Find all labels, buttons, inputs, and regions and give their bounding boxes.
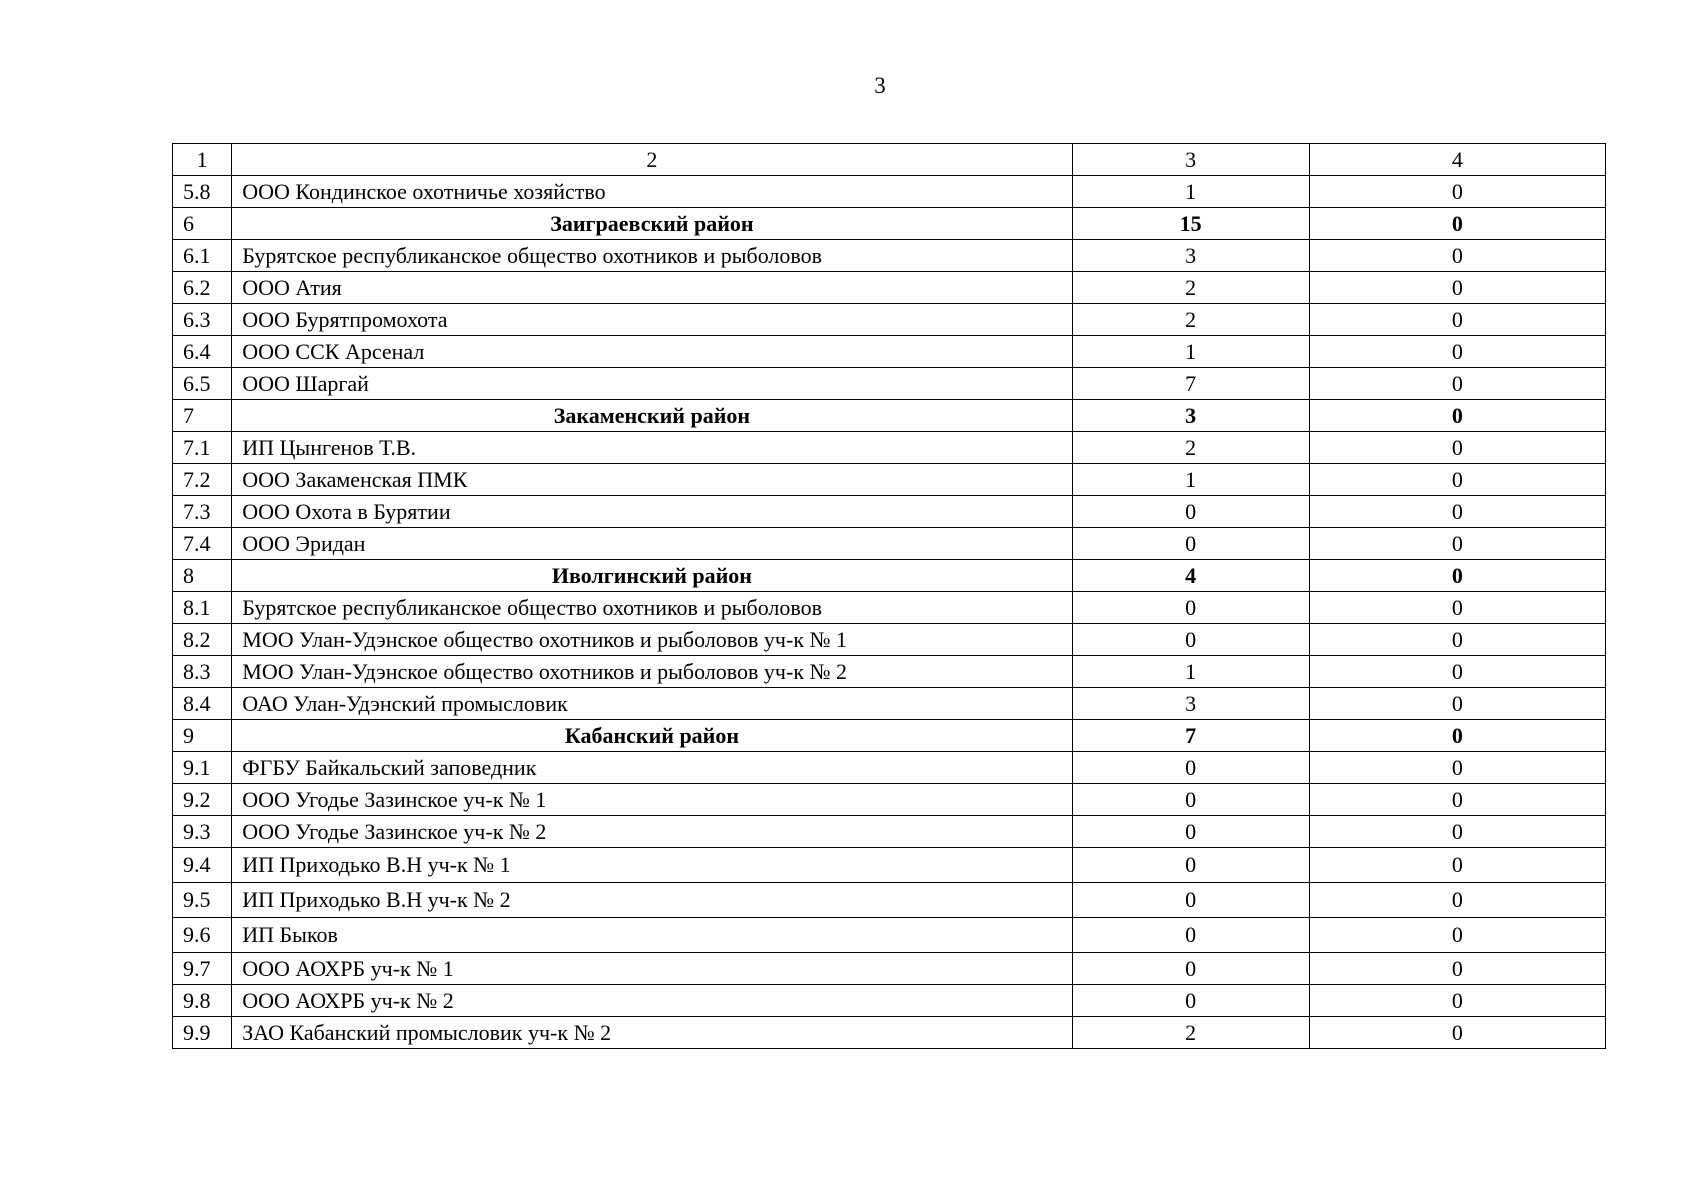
table-row	[173, 624, 1606, 656]
value-col4-cell: 0	[1309, 272, 1605, 304]
organization-name-cell: ИП Быков	[232, 918, 1072, 953]
value-col4-cell: 0	[1309, 816, 1605, 848]
value-col3-cell: 2	[1072, 432, 1309, 464]
organization-name-cell: Бурятское республиканское общество охотников и рыболовов	[232, 240, 1072, 272]
value-col4-cell: 0	[1309, 656, 1605, 688]
row-number-cell: 6.5	[173, 368, 232, 400]
organization-name-cell: МОО Улан-Удэнское общество охотников и рыболовов уч-к № 2	[232, 656, 1072, 688]
table-row	[173, 752, 1606, 784]
value-col4-cell: 0	[1309, 985, 1605, 1017]
value-col4-cell: 0	[1309, 432, 1605, 464]
row-number-cell: 9.1	[173, 752, 232, 784]
row-number-cell: 5.8	[173, 176, 232, 208]
row-number-cell: 8.4	[173, 688, 232, 720]
table-row	[173, 496, 1606, 528]
row-number-cell: 8.1	[173, 592, 232, 624]
row-number-cell: 9.7	[173, 953, 232, 985]
district-name-cell: Закаменский район	[232, 400, 1072, 432]
value-col4-cell: 0	[1309, 688, 1605, 720]
table-row	[173, 848, 1606, 883]
value-col3-cell: 3	[1072, 688, 1309, 720]
table-row	[173, 304, 1606, 336]
organization-name-cell: ООО Атия	[232, 272, 1072, 304]
header-cell-2: 2	[232, 144, 1072, 176]
organization-name-cell: ИП Цынгенов Т.В.	[232, 432, 1072, 464]
row-number-cell: 9.6	[173, 918, 232, 953]
organization-name-cell: ИП Приходько В.Н уч-к № 2	[232, 883, 1072, 918]
row-number-cell: 8	[173, 560, 232, 592]
value-col3-cell: 15	[1072, 208, 1309, 240]
organization-name-cell: ФГБУ Байкальский заповедник	[232, 752, 1072, 784]
value-col3-cell: 2	[1072, 1017, 1309, 1049]
value-col4-cell: 0	[1309, 368, 1605, 400]
table-row	[173, 688, 1606, 720]
district-name-cell: Заиграевский район	[232, 208, 1072, 240]
row-number-cell: 9.2	[173, 784, 232, 816]
organization-name-cell: МОО Улан-Удэнское общество охотников и рыболовов уч-к № 1	[232, 624, 1072, 656]
row-number-cell: 7.3	[173, 496, 232, 528]
header-cell-1: 1	[173, 144, 232, 176]
organization-name-cell: ООО АОХРБ уч-к № 1	[232, 953, 1072, 985]
data-table	[172, 143, 1606, 1049]
district-row	[173, 400, 1606, 432]
table-row	[173, 784, 1606, 816]
value-col3-cell: 1	[1072, 336, 1309, 368]
organization-name-cell: ООО Угодье Зазинское уч-к № 2	[232, 816, 1072, 848]
row-number-cell: 6.3	[173, 304, 232, 336]
value-col3-cell: 0	[1072, 848, 1309, 883]
table-row	[173, 272, 1606, 304]
row-number-cell: 6	[173, 208, 232, 240]
organization-name-cell: ООО Бурятпромохота	[232, 304, 1072, 336]
page-number: 3	[874, 73, 886, 98]
value-col3-cell: 3	[1072, 240, 1309, 272]
value-col4-cell: 0	[1309, 336, 1605, 368]
organization-name-cell: ИП Приходько В.Н уч-к № 1	[232, 848, 1072, 883]
value-col3-cell: 1	[1072, 176, 1309, 208]
table-row	[173, 918, 1606, 953]
value-col4-cell: 0	[1309, 848, 1605, 883]
organization-name-cell: ООО Охота в Бурятии	[232, 496, 1072, 528]
value-col3-cell: 0	[1072, 752, 1309, 784]
district-row	[173, 560, 1606, 592]
table-row	[173, 336, 1606, 368]
table-row	[173, 656, 1606, 688]
value-col3-cell: 2	[1072, 272, 1309, 304]
table-body	[173, 144, 1606, 1049]
value-col4-cell: 0	[1309, 240, 1605, 272]
value-col3-cell: 1	[1072, 464, 1309, 496]
organization-name-cell: ООО ССК Арсенал	[232, 336, 1072, 368]
district-name-cell: Иволгинский район	[232, 560, 1072, 592]
district-name-cell: Кабанский район	[232, 720, 1072, 752]
row-number-cell: 8.2	[173, 624, 232, 656]
organization-name-cell: ООО Угодье Зазинское уч-к № 1	[232, 784, 1072, 816]
value-col3-cell: 3	[1072, 400, 1309, 432]
row-number-cell: 9.3	[173, 816, 232, 848]
row-number-cell: 7.1	[173, 432, 232, 464]
value-col3-cell: 0	[1072, 883, 1309, 918]
header-cell-3: 3	[1072, 144, 1309, 176]
table-row	[173, 985, 1606, 1017]
value-col4-cell: 0	[1309, 528, 1605, 560]
row-number-cell: 7.4	[173, 528, 232, 560]
organization-name-cell: ЗАО Кабанский промысловик уч-к № 2	[232, 1017, 1072, 1049]
table-row	[173, 1017, 1606, 1049]
organization-name-cell: Бурятское республиканское общество охотников и рыболовов	[232, 592, 1072, 624]
table-row	[173, 816, 1606, 848]
row-number-cell: 9.8	[173, 985, 232, 1017]
value-col4-cell: 0	[1309, 208, 1605, 240]
row-number-cell: 9	[173, 720, 232, 752]
value-col3-cell: 0	[1072, 528, 1309, 560]
header-cell-4: 4	[1309, 144, 1605, 176]
value-col4-cell: 0	[1309, 304, 1605, 336]
value-col3-cell: 0	[1072, 816, 1309, 848]
value-col3-cell: 7	[1072, 368, 1309, 400]
value-col3-cell: 0	[1072, 953, 1309, 985]
row-number-cell: 6.1	[173, 240, 232, 272]
value-col4-cell: 0	[1309, 883, 1605, 918]
value-col4-cell: 0	[1309, 918, 1605, 953]
table-row	[173, 464, 1606, 496]
value-col4-cell: 0	[1309, 560, 1605, 592]
table-row	[173, 432, 1606, 464]
row-number-cell: 7.2	[173, 464, 232, 496]
value-col3-cell: 7	[1072, 720, 1309, 752]
value-col4-cell: 0	[1309, 1017, 1605, 1049]
value-col3-cell: 0	[1072, 496, 1309, 528]
table-row	[173, 883, 1606, 918]
value-col4-cell: 0	[1309, 784, 1605, 816]
value-col4-cell: 0	[1309, 752, 1605, 784]
value-col4-cell: 0	[1309, 464, 1605, 496]
district-row	[173, 720, 1606, 752]
value-col4-cell: 0	[1309, 720, 1605, 752]
organization-name-cell: ООО Шаргай	[232, 368, 1072, 400]
table-row	[173, 528, 1606, 560]
value-col4-cell: 0	[1309, 953, 1605, 985]
table-header-row	[173, 144, 1606, 176]
organization-name-cell: ООО Эридан	[232, 528, 1072, 560]
value-col3-cell: 4	[1072, 560, 1309, 592]
row-number-cell: 8.3	[173, 656, 232, 688]
table-row	[173, 176, 1606, 208]
row-number-cell: 6.2	[173, 272, 232, 304]
table-row	[173, 240, 1606, 272]
organization-name-cell: ООО Закаменская ПМК	[232, 464, 1072, 496]
table-row	[173, 592, 1606, 624]
value-col3-cell: 0	[1072, 985, 1309, 1017]
district-row	[173, 208, 1606, 240]
table-row	[173, 368, 1606, 400]
value-col4-cell: 0	[1309, 624, 1605, 656]
value-col3-cell: 1	[1072, 656, 1309, 688]
value-col4-cell: 0	[1309, 400, 1605, 432]
row-number-cell: 9.4	[173, 848, 232, 883]
row-number-cell: 9.5	[173, 883, 232, 918]
value-col4-cell: 0	[1309, 592, 1605, 624]
value-col4-cell: 0	[1309, 176, 1605, 208]
row-number-cell: 7	[173, 400, 232, 432]
organization-name-cell: ООО Кондинское охотничье хозяйство	[232, 176, 1072, 208]
value-col3-cell: 0	[1072, 592, 1309, 624]
organization-name-cell: ООО АОХРБ уч-к № 2	[232, 985, 1072, 1017]
value-col3-cell: 0	[1072, 918, 1309, 953]
value-col3-cell: 0	[1072, 784, 1309, 816]
value-col3-cell: 2	[1072, 304, 1309, 336]
row-number-cell: 6.4	[173, 336, 232, 368]
value-col4-cell: 0	[1309, 496, 1605, 528]
table-row	[173, 953, 1606, 985]
organization-name-cell: ОАО Улан-Удэнский промысловик	[232, 688, 1072, 720]
value-col3-cell: 0	[1072, 624, 1309, 656]
row-number-cell: 9.9	[173, 1017, 232, 1049]
